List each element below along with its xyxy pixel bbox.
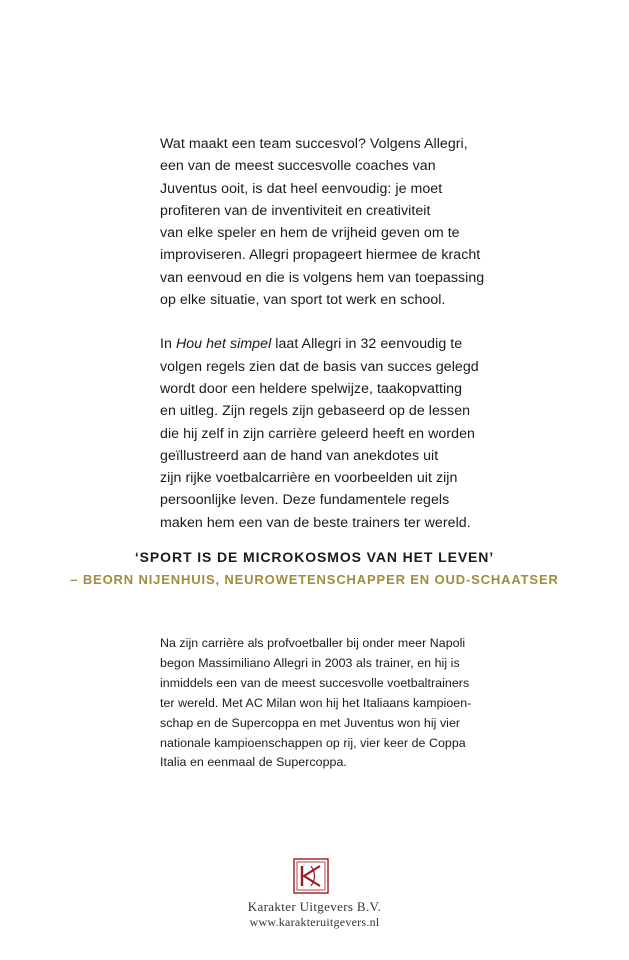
book-blurb bbox=[160, 133, 500, 534]
blurb-line: van elke speler en hem de vrijheid geven om te bbox=[160, 225, 460, 242]
karakter-logo-icon bbox=[293, 858, 329, 894]
quote-attribution: – BEORN NIJENHUIS, NEUROWETENSCHAPPER EN OUD-SCHAATSER bbox=[70, 572, 559, 587]
blurb-line bbox=[160, 333, 500, 355]
bio-line: Italia en eenmaal de Supercoppa. bbox=[160, 755, 347, 770]
bio-line: inmiddels een van de meest succesvolle voetbaltrainers bbox=[160, 675, 470, 690]
blurb-line: van eenvoud en die is volgens hem van toepassing bbox=[160, 269, 485, 286]
pull-quote: ‘SPORT IS DE MICROKOSMOS VAN HET LEVEN’ bbox=[134, 549, 495, 565]
blurb-line: Juventus ooit, is dat heel eenvoudig: je moet bbox=[160, 180, 443, 197]
blurb-line: een van de meest succesvolle coaches van bbox=[160, 158, 436, 175]
blurb-paragraph-1 bbox=[160, 133, 500, 311]
blurb-prefix: In bbox=[160, 336, 176, 353]
blurb-line: geïllustreerd aan de hand van anekdotes uit bbox=[160, 447, 439, 464]
bio-line: Na zijn carrière als profvoetballer bij onder meer Napoli bbox=[160, 636, 466, 650]
author-bio bbox=[160, 634, 490, 773]
blurb-line: Wat maakt een team succesvol? Volgens Allegri, bbox=[160, 136, 468, 152]
blurb-line: en uitleg. Zijn regels zijn gebaseerd op de lessen bbox=[160, 403, 471, 420]
bio-line: nationale kampioenschappen op rij, vier keer de Coppa bbox=[160, 735, 466, 750]
blurb-suffix: laat Allegri in 32 eenvoudig te bbox=[271, 336, 463, 353]
publisher-website[interactable]: www.karakteruitgevers.nl bbox=[249, 915, 380, 929]
blurb-paragraph-2 bbox=[160, 333, 500, 534]
bio-line: begon Massimiliano Allegri in 2003 als trainer, en hij is bbox=[160, 655, 460, 670]
blurb-line: persoonlijke leven. Deze fundamentele regels bbox=[160, 492, 450, 509]
blurb-line: improviseren. Allegri propageert hiermee de kracht bbox=[160, 247, 481, 264]
blurb-line: volgen regels zien dat de basis van succes gelegd bbox=[160, 358, 479, 375]
blurb-line: zijn rijke voetbalcarrière en voorbeelden uit zijn bbox=[160, 470, 458, 487]
bio-line: ter wereld. Met AC Milan won hij het Italiaans kampioen- bbox=[160, 695, 472, 710]
blurb-line: wordt door een heldere spelwijze, taakopvatting bbox=[160, 380, 463, 397]
blurb-line: die hij zelf in zijn carrière geleerd heeft en worden bbox=[160, 425, 475, 442]
blurb-line: profiteren van de inventiviteit en creativiteit bbox=[160, 202, 431, 219]
publisher-name: Karakter Uitgevers B.V. bbox=[247, 899, 382, 914]
blurb-line: maken hem een van de beste trainers ter wereld. bbox=[160, 514, 471, 531]
bio-line: schap en de Supercoppa en met Juventus won hij vier bbox=[160, 715, 461, 730]
book-title: Hou het simpel bbox=[175, 336, 272, 353]
blurb-line: op elke situatie, van sport tot werk en school. bbox=[160, 292, 446, 309]
